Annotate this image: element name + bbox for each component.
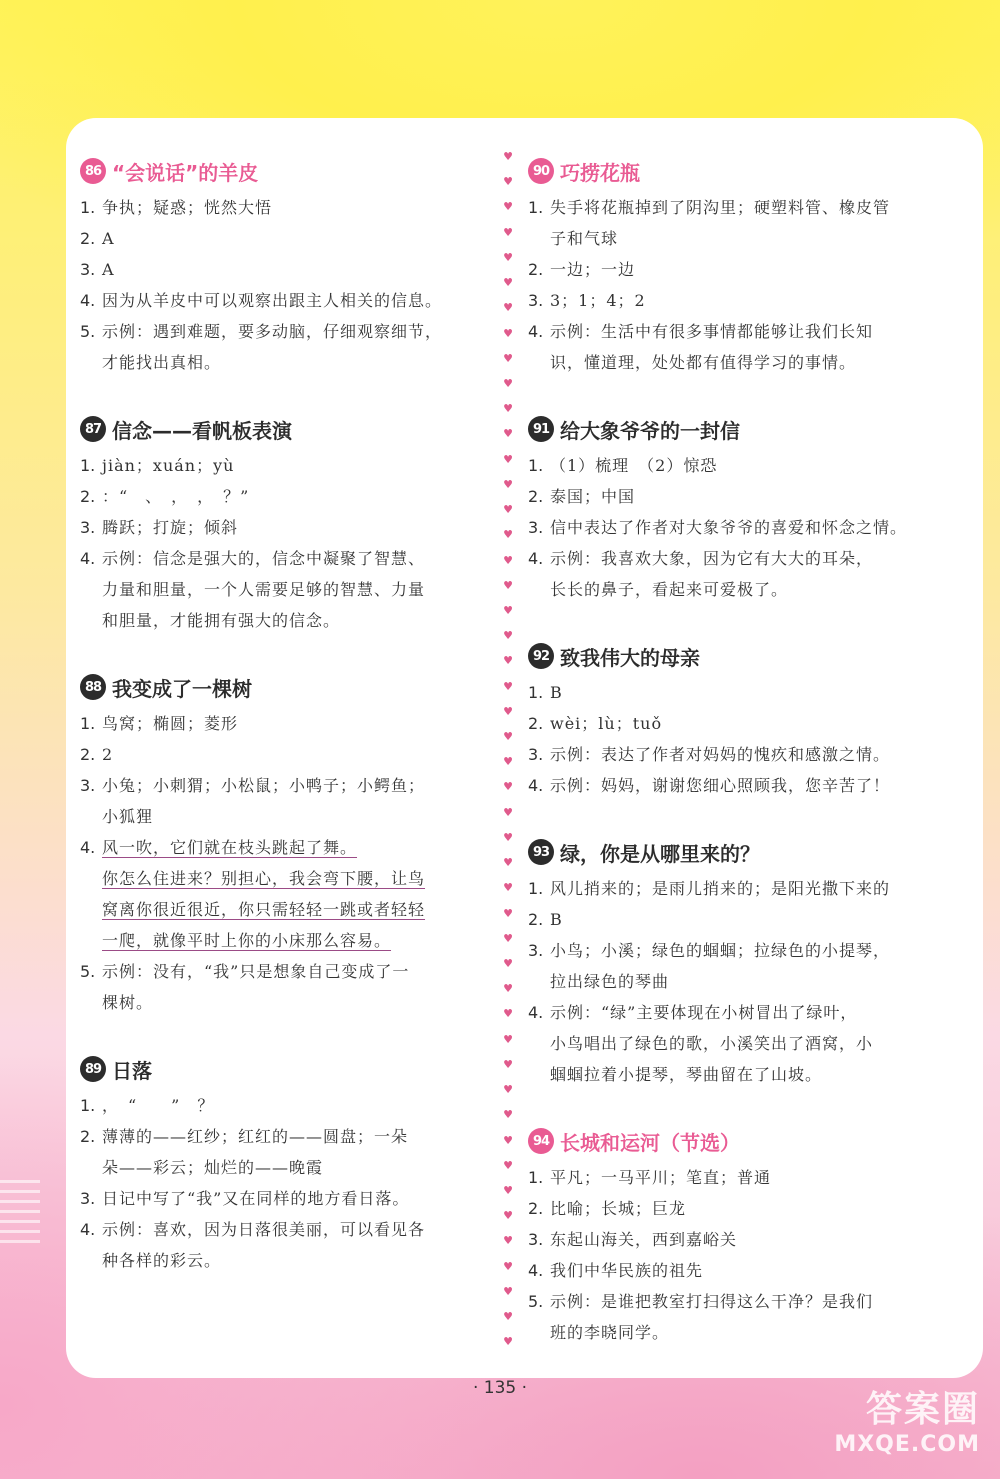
answer-text: 我们中华民族的祖先 bbox=[550, 1261, 704, 1280]
answer-text: 示例：生活中有很多事情都能够让我们长知 bbox=[550, 322, 874, 341]
answer-text: 腾跃；打旋；倾斜 bbox=[102, 518, 239, 537]
answer-number: 1. bbox=[528, 1168, 544, 1187]
section-heading bbox=[528, 150, 938, 192]
answer-item bbox=[80, 254, 490, 285]
answer-number: 2. bbox=[528, 714, 544, 733]
section-heading bbox=[80, 408, 490, 450]
answer-text-continued bbox=[80, 801, 490, 832]
answer-text: 小鸟唱出了绿色的歌，小溪笑出了酒窝，小 bbox=[550, 1034, 874, 1053]
answer-item bbox=[528, 192, 938, 223]
answer-number: 3. bbox=[80, 1189, 96, 1208]
answer-item bbox=[528, 481, 938, 512]
answer-text-continued bbox=[80, 894, 490, 925]
answer-text: 2 bbox=[102, 745, 114, 764]
answer-text: 棵树。 bbox=[102, 993, 154, 1012]
answer-text-continued bbox=[80, 1152, 490, 1183]
right-column bbox=[528, 150, 938, 1378]
answer-item bbox=[80, 956, 490, 987]
answer-text: ， “ ” ？ bbox=[102, 1096, 215, 1115]
answer-text: A bbox=[102, 260, 115, 279]
section-title: 日落 bbox=[112, 1058, 152, 1083]
answer-text-continued bbox=[80, 347, 490, 378]
answer-number: 1. bbox=[80, 456, 96, 475]
answer-number: 4. bbox=[528, 549, 544, 568]
heart-icon: ♥ bbox=[503, 931, 513, 945]
answer-item bbox=[528, 512, 938, 543]
section-heading bbox=[80, 150, 490, 192]
answer-item bbox=[80, 739, 490, 770]
page-number-value: 135 bbox=[483, 1378, 517, 1398]
answer-number: 3. bbox=[528, 745, 544, 764]
heart-icon: ♥ bbox=[503, 1259, 513, 1273]
answer-item bbox=[80, 512, 490, 543]
answer-text: 3；1；4；2 bbox=[550, 291, 646, 310]
heart-icon: ♥ bbox=[503, 1007, 513, 1021]
answer-number: 2. bbox=[80, 1127, 96, 1146]
heart-icon: ♥ bbox=[503, 250, 513, 264]
answer-item bbox=[528, 997, 938, 1028]
answer-text-continued bbox=[528, 1028, 938, 1059]
section-number-badge: 94 bbox=[528, 1128, 554, 1154]
heart-icon: ♥ bbox=[503, 578, 513, 592]
section-title: 给大象爷爷的一封信 bbox=[560, 418, 740, 443]
answer-item bbox=[528, 904, 938, 935]
answer-number: 2. bbox=[528, 260, 544, 279]
heart-icon: ♥ bbox=[503, 200, 513, 214]
heart-icon: ♥ bbox=[503, 351, 513, 365]
answer-text: 示例：表达了作者对妈妈的愧疚和感激之情。 bbox=[550, 745, 891, 764]
answer-text: 小兔；小刺猬；小松鼠；小鸭子；小鳄鱼； bbox=[102, 776, 426, 795]
section-number-badge: 89 bbox=[80, 1056, 106, 1082]
section-gap bbox=[528, 1348, 938, 1378]
answer-text-continued bbox=[80, 925, 490, 956]
heart-icon: ♥ bbox=[503, 1209, 513, 1223]
heart-icon: ♥ bbox=[503, 856, 513, 870]
answer-number: 4. bbox=[80, 291, 96, 310]
answer-number: 4. bbox=[80, 838, 96, 857]
answer-text: （1）梳理 （2）惊恐 bbox=[550, 456, 718, 475]
answer-text-continued bbox=[528, 966, 938, 997]
heart-icon: ♥ bbox=[503, 730, 513, 744]
answer-text: ：“ 、 ， ， ？” bbox=[102, 487, 250, 506]
answer-text: 信中表达了作者对大象爷爷的喜爱和怀念之情。 bbox=[550, 518, 908, 537]
section-number-badge: 90 bbox=[528, 158, 554, 184]
answer-text: 你怎么住进来？别担心，我会弯下腰，让鸟 bbox=[102, 869, 426, 888]
answer-item bbox=[528, 316, 938, 347]
section-title: 致我伟大的母亲 bbox=[560, 645, 700, 670]
section-title: 信念——看帆板表演 bbox=[112, 418, 292, 443]
heart-icon: ♥ bbox=[503, 1057, 513, 1071]
answer-item bbox=[528, 1162, 938, 1193]
answer-text: A bbox=[102, 229, 115, 248]
answer-number: 4. bbox=[528, 322, 544, 341]
answer-text: 鸟窝；椭圆；菱形 bbox=[102, 714, 239, 733]
section-number-badge: 92 bbox=[528, 643, 554, 669]
answer-number: 1. bbox=[80, 714, 96, 733]
answer-text: 示例：信念是强大的，信念中凝聚了智慧、 bbox=[102, 549, 426, 568]
heart-icon: ♥ bbox=[503, 175, 513, 189]
heart-icon: ♥ bbox=[503, 477, 513, 491]
answer-text: 示例：没有，“我”只是想象自己变成了一 bbox=[102, 962, 410, 981]
answer-text: 班的李晓同学。 bbox=[550, 1323, 670, 1342]
answer-text: 日记中写了“我”又在同样的地方看日落。 bbox=[102, 1189, 410, 1208]
section-title: 我变成了一棵树 bbox=[112, 676, 252, 701]
answer-section-86 bbox=[80, 150, 490, 408]
heart-icon: ♥ bbox=[503, 603, 513, 617]
answer-number: 2. bbox=[528, 1199, 544, 1218]
answer-text: 风一吹，它们就在枝头跳起了舞。 bbox=[102, 838, 358, 857]
answer-text: 一爬，就像平时上你的小床那么容易。 bbox=[102, 931, 392, 950]
answer-item bbox=[528, 1224, 938, 1255]
answer-number: 1. bbox=[80, 198, 96, 217]
answer-item bbox=[528, 1255, 938, 1286]
heart-icon: ♥ bbox=[503, 1183, 513, 1197]
section-heading bbox=[528, 635, 938, 677]
answer-item bbox=[80, 708, 490, 739]
answer-number: 3. bbox=[528, 1230, 544, 1249]
answer-section-87 bbox=[80, 408, 490, 666]
answer-text: 拉出绿色的琴曲 bbox=[550, 972, 670, 991]
heart-icon: ♥ bbox=[503, 906, 513, 920]
heart-icon: ♥ bbox=[503, 376, 513, 390]
answer-item bbox=[528, 873, 938, 904]
heart-icon: ♥ bbox=[503, 402, 513, 416]
answer-item bbox=[528, 1286, 938, 1317]
edge-stripes bbox=[0, 1180, 40, 1250]
answer-number: 5. bbox=[80, 322, 96, 341]
answer-text: 一边；一边 bbox=[550, 260, 636, 279]
answer-text: 力量和胆量，一个人需要足够的智慧、力量 bbox=[102, 580, 426, 599]
section-gap bbox=[528, 1090, 938, 1120]
page-number: · 135 · bbox=[472, 1378, 528, 1398]
answer-number: 4. bbox=[528, 776, 544, 795]
answer-text: 朵——彩云；灿烂的——晚霞 bbox=[102, 1158, 324, 1177]
heart-icon: ♥ bbox=[503, 704, 513, 718]
answer-text-continued bbox=[80, 987, 490, 1018]
answer-text: 子和气球 bbox=[550, 229, 619, 248]
answer-item bbox=[528, 450, 938, 481]
answer-text-continued bbox=[528, 1317, 938, 1348]
answer-text: 窝离你很近很近，你只需轻轻一跳或者轻轻 bbox=[102, 900, 426, 919]
heart-divider bbox=[500, 150, 516, 1350]
section-title: 巧捞花瓶 bbox=[560, 160, 640, 185]
section-number-badge: 88 bbox=[80, 674, 106, 700]
heart-icon: ♥ bbox=[503, 1032, 513, 1046]
answer-text: 示例：妈妈，谢谢您细心照顾我，您辛苦了！ bbox=[550, 776, 891, 795]
answer-number: 2. bbox=[528, 910, 544, 929]
answer-item bbox=[528, 935, 938, 966]
section-title: 长城和运河（节选） bbox=[560, 1130, 740, 1155]
heart-icon: ♥ bbox=[503, 1284, 513, 1298]
answer-text: 因为从羊皮中可以观察出跟主人相关的信息。 bbox=[102, 291, 443, 310]
heart-icon: ♥ bbox=[503, 150, 513, 163]
answer-item bbox=[528, 254, 938, 285]
answer-item bbox=[528, 543, 938, 574]
section-number-badge: 91 bbox=[528, 416, 554, 442]
answer-text: 平凡；一马平川；笔直；普通 bbox=[550, 1168, 772, 1187]
answer-number: 3. bbox=[528, 941, 544, 960]
answer-text: 比喻；长城；巨龙 bbox=[550, 1199, 687, 1218]
answer-section-94 bbox=[528, 1120, 938, 1378]
answer-text-continued bbox=[528, 574, 938, 605]
answer-text-continued bbox=[528, 1059, 938, 1090]
answer-text: 识，懂道理，处处都有值得学习的事情。 bbox=[550, 353, 857, 372]
heart-icon: ♥ bbox=[503, 982, 513, 996]
heart-icon: ♥ bbox=[503, 1083, 513, 1097]
answer-number: 3. bbox=[80, 776, 96, 795]
section-heading bbox=[528, 408, 938, 450]
heart-icon: ♥ bbox=[503, 805, 513, 819]
answer-section-90 bbox=[528, 150, 938, 408]
answer-text: 示例：“绿”主要体现在小树冒出了绿叶， bbox=[550, 1003, 858, 1022]
answer-text: 和胆量，才能拥有强大的信念。 bbox=[102, 611, 341, 630]
answer-text: 小鸟；小溪；绿色的蝈蝈；拉绿色的小提琴， bbox=[550, 941, 891, 960]
answer-number: 3. bbox=[80, 518, 96, 537]
heart-icon: ♥ bbox=[503, 427, 513, 441]
answer-item bbox=[80, 1183, 490, 1214]
watermark-url: MXQE.COM bbox=[834, 1432, 980, 1457]
answer-number: 1. bbox=[528, 456, 544, 475]
answer-item bbox=[528, 739, 938, 770]
answer-text: 小狐狸 bbox=[102, 807, 154, 826]
answer-text: wèi；lù；tuǒ bbox=[550, 714, 663, 733]
answer-text: 才能找出真相。 bbox=[102, 353, 222, 372]
answer-section-91 bbox=[528, 408, 938, 635]
answer-item bbox=[528, 1193, 938, 1224]
answer-item bbox=[528, 285, 938, 316]
heart-icon: ♥ bbox=[503, 276, 513, 290]
answer-text-continued bbox=[80, 574, 490, 605]
section-number-badge: 93 bbox=[528, 839, 554, 865]
answer-text-continued bbox=[528, 223, 938, 254]
section-number-badge: 87 bbox=[80, 416, 106, 442]
answer-text: 东起山海关，西到嘉峪关 bbox=[550, 1230, 738, 1249]
heart-icon: ♥ bbox=[503, 553, 513, 567]
heart-icon: ♥ bbox=[503, 1158, 513, 1172]
answer-text: 薄薄的——红纱；红红的——圆盘；一朵 bbox=[102, 1127, 409, 1146]
section-number-badge: 86 bbox=[80, 158, 106, 184]
answer-text-continued bbox=[80, 605, 490, 636]
answer-text: 长长的鼻子，看起来可爱极了。 bbox=[550, 580, 789, 599]
answer-item bbox=[80, 481, 490, 512]
heart-icon: ♥ bbox=[503, 780, 513, 794]
answer-text: 风儿捎来的；是雨儿捎来的；是阳光撒下来的 bbox=[550, 879, 891, 898]
answer-text: 示例：是谁把教室打扫得这么干净？是我们 bbox=[550, 1292, 874, 1311]
answer-item bbox=[80, 450, 490, 481]
left-column bbox=[80, 150, 490, 1306]
section-gap bbox=[528, 378, 938, 408]
answer-text-continued bbox=[80, 863, 490, 894]
section-heading bbox=[528, 831, 938, 873]
answer-item bbox=[528, 708, 938, 739]
answer-item bbox=[528, 677, 938, 708]
heart-icon: ♥ bbox=[503, 225, 513, 239]
section-title: 绿，你是从哪里来的？ bbox=[560, 841, 760, 866]
answer-text: B bbox=[550, 683, 563, 702]
answer-item bbox=[80, 1214, 490, 1245]
answer-number: 5. bbox=[80, 962, 96, 981]
answer-item bbox=[80, 1090, 490, 1121]
section-gap bbox=[528, 801, 938, 831]
answer-text: 失手将花瓶掉到了阴沟里；硬塑料管、橡皮管 bbox=[550, 198, 891, 217]
answer-number: 1. bbox=[80, 1096, 96, 1115]
answer-text: jiàn；xuán；yù bbox=[102, 456, 235, 475]
section-gap bbox=[80, 1276, 490, 1306]
answer-item bbox=[80, 1121, 490, 1152]
watermark-logo-text: 答案圈 bbox=[865, 1389, 980, 1430]
heart-icon: ♥ bbox=[503, 1108, 513, 1122]
answer-item bbox=[80, 543, 490, 574]
answer-item bbox=[80, 192, 490, 223]
section-gap bbox=[80, 378, 490, 408]
heart-icon: ♥ bbox=[503, 326, 513, 340]
answer-text-continued bbox=[80, 1245, 490, 1276]
heart-icon: ♥ bbox=[503, 528, 513, 542]
answer-text: 种各样的彩云。 bbox=[102, 1251, 222, 1270]
answer-section-88 bbox=[80, 666, 490, 1048]
heart-icon: ♥ bbox=[503, 1234, 513, 1248]
answer-number: 4. bbox=[80, 549, 96, 568]
answer-number: 2. bbox=[80, 229, 96, 248]
answer-text: 泰国；中国 bbox=[550, 487, 636, 506]
section-heading bbox=[80, 1048, 490, 1090]
heart-icon: ♥ bbox=[503, 830, 513, 844]
answer-number: 2. bbox=[80, 745, 96, 764]
heart-icon: ♥ bbox=[503, 1310, 513, 1324]
answer-text: 争执；疑惑；恍然大悟 bbox=[102, 198, 273, 217]
answer-number: 3. bbox=[80, 260, 96, 279]
section-title: “会说话”的羊皮 bbox=[112, 160, 259, 185]
answer-item bbox=[528, 770, 938, 801]
watermark bbox=[800, 1389, 980, 1469]
section-heading bbox=[528, 1120, 938, 1162]
answer-text: B bbox=[550, 910, 563, 929]
answer-text: 示例：我喜欢大象，因为它有大大的耳朵， bbox=[550, 549, 874, 568]
answer-section-93 bbox=[528, 831, 938, 1120]
heart-icon: ♥ bbox=[503, 1133, 513, 1147]
answer-number: 2. bbox=[80, 487, 96, 506]
heart-icon: ♥ bbox=[503, 679, 513, 693]
answer-item bbox=[80, 223, 490, 254]
answer-item bbox=[80, 832, 490, 863]
answer-number: 2. bbox=[528, 487, 544, 506]
answer-number: 4. bbox=[528, 1261, 544, 1280]
answer-text: 示例：遇到难题，要多动脑，仔细观察细节， bbox=[102, 322, 443, 341]
heart-icon: ♥ bbox=[503, 881, 513, 895]
heart-icon: ♥ bbox=[503, 629, 513, 643]
answer-number: 3. bbox=[528, 291, 544, 310]
heart-icon: ♥ bbox=[503, 503, 513, 517]
section-gap bbox=[80, 636, 490, 666]
heart-icon: ♥ bbox=[503, 957, 513, 970]
heart-icon: ♥ bbox=[503, 1335, 513, 1349]
heart-icon: ♥ bbox=[503, 301, 513, 315]
answer-item bbox=[80, 770, 490, 801]
answer-text: 蝈蝈拉着小提琴，琴曲留在了山坡。 bbox=[550, 1065, 823, 1084]
answer-number: 5. bbox=[528, 1292, 544, 1311]
heart-icon: ♥ bbox=[503, 654, 513, 668]
answer-item bbox=[80, 285, 490, 316]
section-gap bbox=[80, 1018, 490, 1048]
answer-section-92 bbox=[528, 635, 938, 831]
answer-item bbox=[80, 316, 490, 347]
answer-number: 4. bbox=[528, 1003, 544, 1022]
answer-number: 1. bbox=[528, 198, 544, 217]
section-gap bbox=[528, 605, 938, 635]
answer-text: 示例：喜欢，因为日落很美丽，可以看见各 bbox=[102, 1220, 426, 1239]
heart-icon: ♥ bbox=[503, 755, 513, 769]
section-heading bbox=[80, 666, 490, 708]
heart-icon: ♥ bbox=[503, 452, 513, 466]
answer-text-continued bbox=[528, 347, 938, 378]
answer-number: 4. bbox=[80, 1220, 96, 1239]
answer-number: 1. bbox=[528, 683, 544, 702]
answer-number: 1. bbox=[528, 879, 544, 898]
answer-number: 3. bbox=[528, 518, 544, 537]
answer-section-89 bbox=[80, 1048, 490, 1306]
